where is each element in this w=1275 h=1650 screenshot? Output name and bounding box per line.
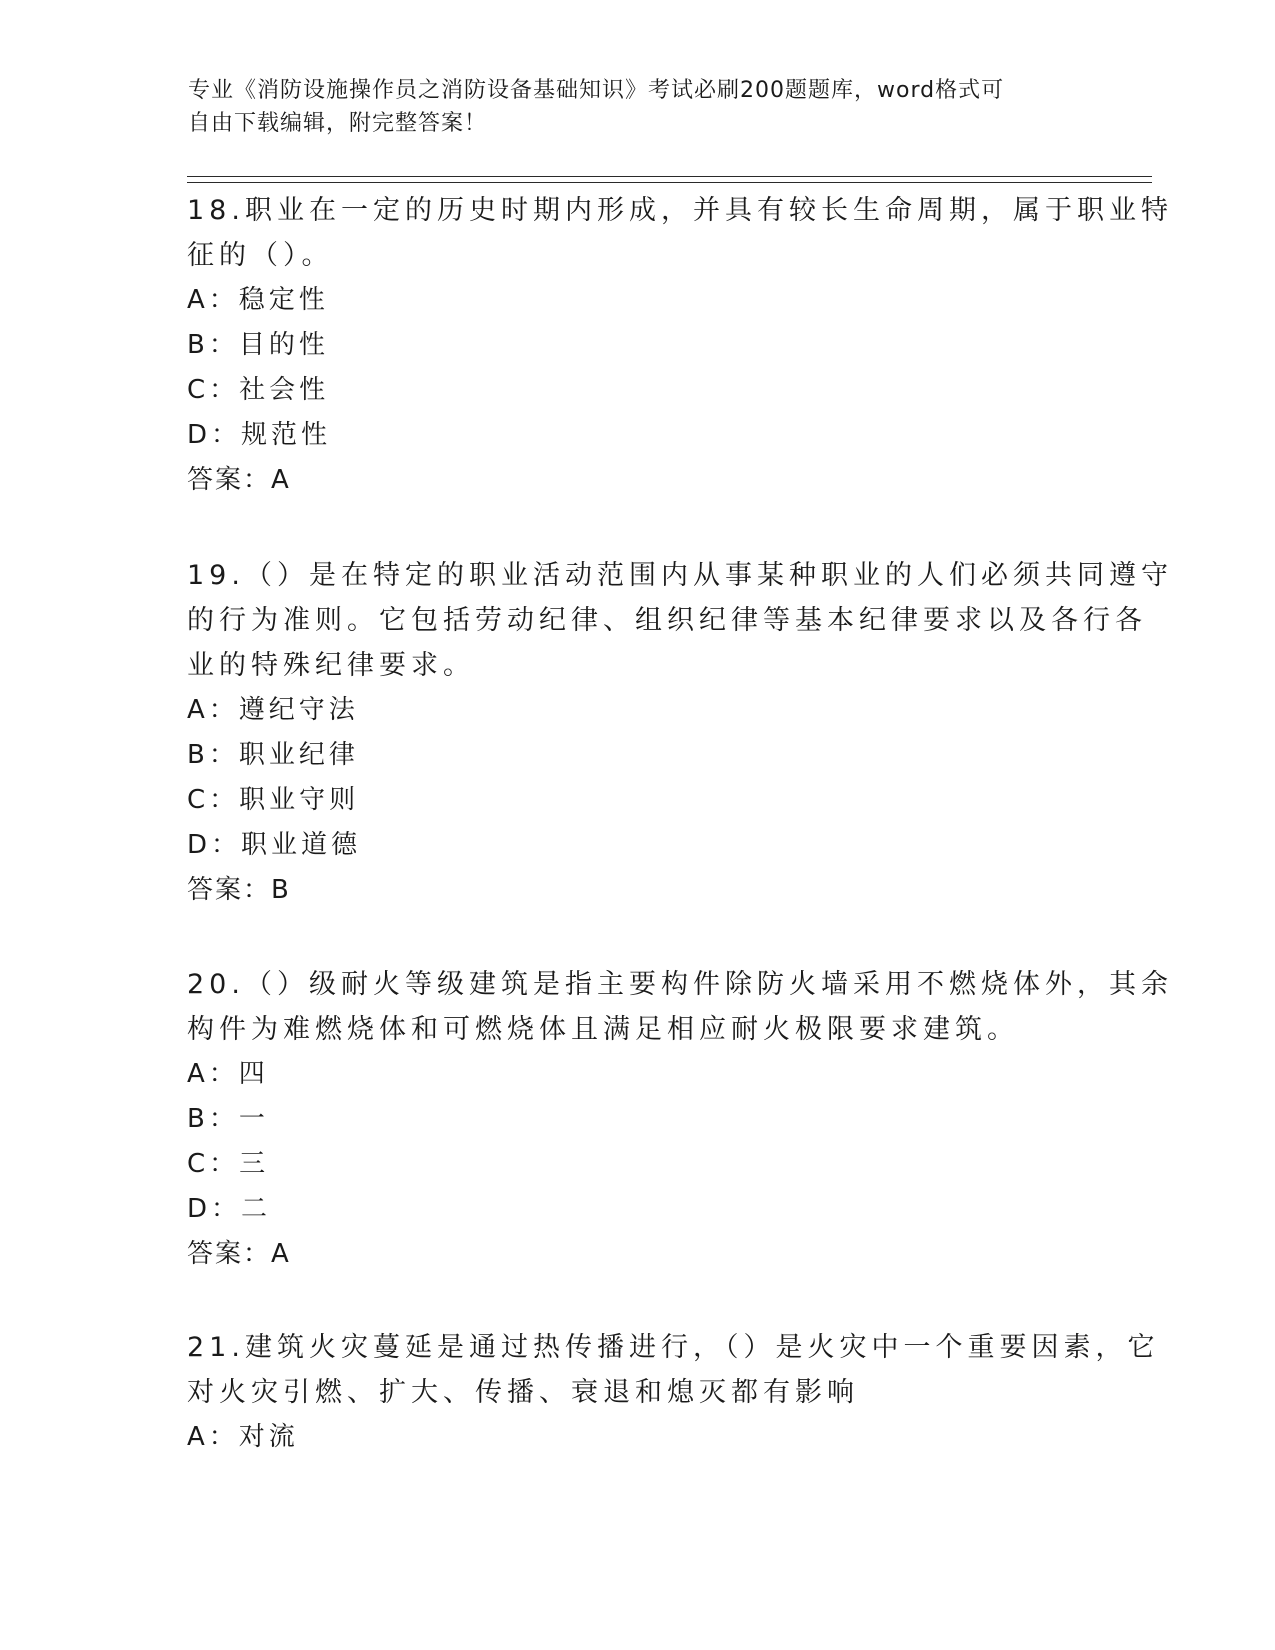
question-text-line: 18.职业在一定的历史时期内形成，并具有较长生命周期，属于职业特 — [187, 195, 1173, 226]
option-d: D：二 — [187, 1194, 272, 1224]
option-c: C：社会性 — [187, 375, 330, 405]
question-19 — [187, 553, 1173, 913]
question-text-line: 的行为准则。它包括劳动纪律、组织纪律等基本纪律要求以及各行各 — [187, 605, 1147, 636]
option-d: D：职业道德 — [187, 830, 362, 860]
answer-text: 答案：B — [187, 875, 291, 905]
question-text-line: 20.（）级耐火等级建筑是指主要构件除防火墙采用不燃烧体外，其余 — [187, 969, 1173, 1000]
question-21 — [187, 1325, 1160, 1460]
option-a: A：对流 — [187, 1422, 299, 1452]
option-a: A：遵纪守法 — [187, 695, 359, 725]
header-title-line-1: 专业《消防设施操作员之消防设备基础知识》考试必刷200题题库，word格式可 — [188, 78, 1005, 103]
option-b: B：职业纪律 — [187, 740, 359, 770]
question-text-line: 征的（）。 — [187, 240, 334, 271]
option-b: B：一 — [187, 1104, 269, 1134]
answer-text: 答案：A — [187, 465, 291, 495]
option-a: A：稳定性 — [187, 285, 329, 315]
question-text-line: 对火灾引燃、扩大、传播、衰退和熄灭都有影响 — [187, 1377, 859, 1408]
question-text-line: 19.（）是在特定的职业活动范围内从事某种职业的人们必须共同遵守 — [187, 560, 1173, 591]
question-text-line: 业的特殊纪律要求。 — [187, 650, 475, 681]
option-b: B：目的性 — [187, 330, 329, 360]
question-20 — [187, 962, 1173, 1277]
question-text-line: 构件为难燃烧体和可燃烧体且满足相应耐火极限要求建筑。 — [187, 1014, 1019, 1045]
option-c: C：职业守则 — [187, 785, 360, 815]
option-c: C：三 — [187, 1149, 270, 1179]
header-title-line-2: 自由下载编辑，附完整答案！ — [188, 111, 488, 136]
answer-text: 答案：A — [187, 1239, 291, 1269]
header-divider-top — [187, 176, 1152, 177]
question-text-line: 21.建筑火灾蔓延是通过热传播进行，（）是火灾中一个重要因素，它 — [187, 1332, 1160, 1363]
option-d: D：规范性 — [187, 420, 332, 450]
option-a: A：四 — [187, 1059, 269, 1089]
question-18 — [187, 188, 1173, 503]
document-header — [188, 74, 1068, 140]
header-divider-bottom — [187, 182, 1152, 183]
